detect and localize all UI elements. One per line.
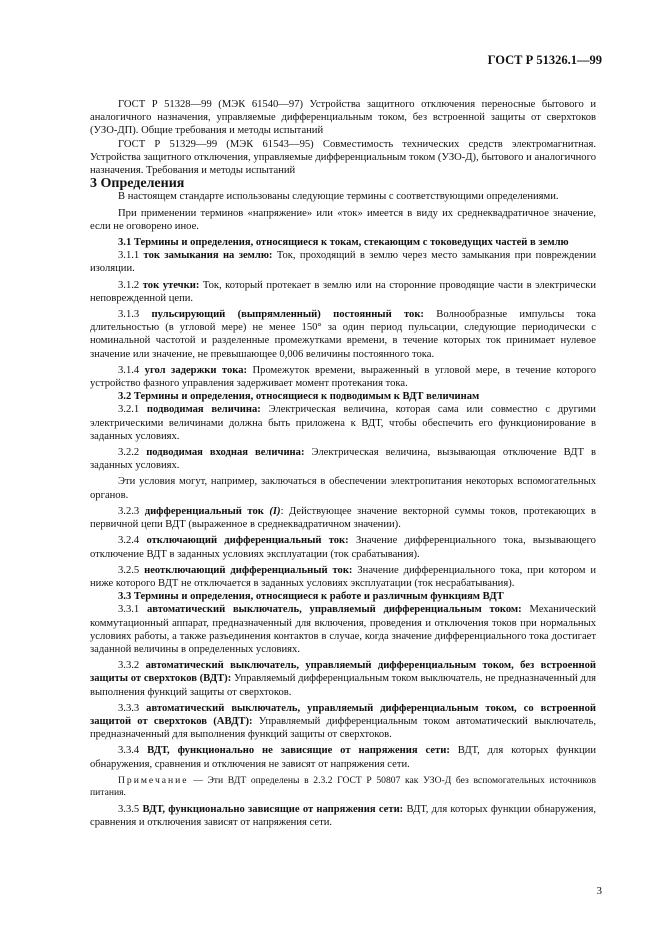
reference-1: ГОСТ Р 51328—99 (МЭК 61540—97) Устройства защитного отключения переносные бытового и аналогичного назначения, управляемые дифференциальным током, без встроенной защиты от сверхтоков (УЗО-ДП). Общие требования и методы испытаний	[90, 99, 596, 137]
term-3-2-2: 3.2.2 подводимая входная величина: Электрическая величина, вызывающая отключение ВДТ в заданных условиях.	[90, 447, 596, 472]
term-3-3-1: 3.3.1 автоматический выключатель, управляемый дифференциальным током: Механический коммутационный аппарат, предназначенный для включения, проведения и отключения токов при нормальных условиях работы, а также разъединения контактов в случае, когда значение дифференциального тока достигает заданной величины в определенных условиях.	[90, 604, 596, 655]
document-header: ГОСТ Р 51326.1—99	[487, 53, 602, 67]
term-3-3-3: 3.3.3 автоматический выключатель, управляемый дифференциальным током, со встроенной защитой от сверхтоков (АВДТ): Управляемый дифференциальным током автоматический выключатель, предназначенный для выполнения функций защиты от сверхтоков.	[90, 702, 596, 741]
term-3-3-2: 3.3.2 автоматический выключатель, управляемый дифференциальным током, без встроенной защиты от сверхтоков (ВДТ): Управляемый дифференциальным током выключатель, не предназначенный для выполнения функций защиты от сверхтоков.	[90, 660, 596, 698]
term-3-1-1: 3.1.1 ток замыкания на землю: Ток, проходящий в землю через место замыкания при повреждении изоляции.	[90, 250, 596, 275]
subsection-heading: 3.3 Термины и определения, относящиеся к работе и различным функциям ВДТ	[118, 591, 504, 603]
note: Примечание — Эти ВДТ определены в 2.3.2 ГОСТ Р 50807 как УЗО-Д без вспомогательных источников питания.	[90, 774, 596, 798]
term-3-2-3: 3.2.3 дифференциальный ток (I): Действующее значение векторной суммы токов, протекающих в первичной цепи ВДТ (выраженное в среднеквадратичном значении).	[90, 505, 596, 531]
term-3-2-1: 3.2.1 подводимая величина: Электрическая величина, которая сама или совместно с другими электрическими величинами должна быть приложена к ВДТ, чтобы обеспечить его функционирование в заданных условиях.	[90, 404, 596, 442]
term-3-2-4: 3.2.4 отключающий дифференциальный ток: Значение дифференциального тока, вызывающего отключение ВДТ в заданных условиях эксплуатации (ток срабатывания).	[90, 535, 596, 560]
term-3-1-2: 3.1.2 ток утечки: Ток, который протекает в землю или на сторонние проводящие части в электрически неповрежденной цепи.	[90, 279, 596, 304]
document-body	[90, 98, 596, 829]
section-heading: 3 Определения	[90, 176, 185, 192]
subsection-heading: 3.2 Термины и определения, относящиеся к подводимым к ВДТ величинам	[118, 391, 480, 403]
intro-paragraph: В настоящем стандарте использованы следующие термины с соответствующими определениями.	[118, 191, 559, 203]
intro-paragraph: При применении терминов «напряжение» или «ток» имеется в виду их среднеквадратичное значение, если не оговорено иное.	[90, 207, 596, 232]
term-3-3-4: 3.3.4 ВДТ, функционально не зависящие от напряжения сети: ВДТ, для которых функции обнаружения, сравнения и отключения не зависят от напряжения сети.	[90, 745, 596, 770]
page-number: 3	[596, 885, 602, 897]
term-3-1-3: 3.1.3 пульсирующий (выпрямленный) постоянный ток: Волнообразные импульсы тока длительностью (в угловой мере) не менее 150° за один период пульсации, следующие периодически с номинальной частотой и разделенные промежутками времени, в течение которых ток принимает нулевое значение или значение, не превышающее 0,006 величины постоянного тока.	[90, 309, 596, 360]
reference-2: ГОСТ Р 51329—99 (МЭК 61543—95) Совместимость технических средств электромагнитная. Устройства защитного отключения, управляемые дифференциальным током (УЗО-Д), бытового и аналогичного назначения. Требования и методы испытаний	[90, 138, 596, 177]
term-3-2-5: 3.2.5 неотключающий дифференциальный ток: Значение дифференциального тока, при котором и ниже которого ВДТ не отключается в заданных условиях эксплуатации (ток несрабатывания).	[90, 564, 596, 589]
subsection-heading: 3.1 Термины и определения, относящиеся к токам, стекающим с токоведущих частей в землю	[118, 237, 569, 249]
term-3-1-4: 3.1.4 угол задержки тока: Промежуток времени, выраженный в угловой мере, в течение которого устройство фазного управления задерживает момент протекания тока.	[90, 364, 596, 390]
term-3-3-5: 3.3.5 ВДТ, функционально зависящие от напряжения сети: ВДТ, для которых функции обнаружения, сравнения и отключения зависят от напряжения сети.	[90, 803, 596, 828]
paragraph: Эти условия могут, например, заключаться в обеспечении электропитания некоторых вспомогательных органов.	[90, 476, 596, 501]
